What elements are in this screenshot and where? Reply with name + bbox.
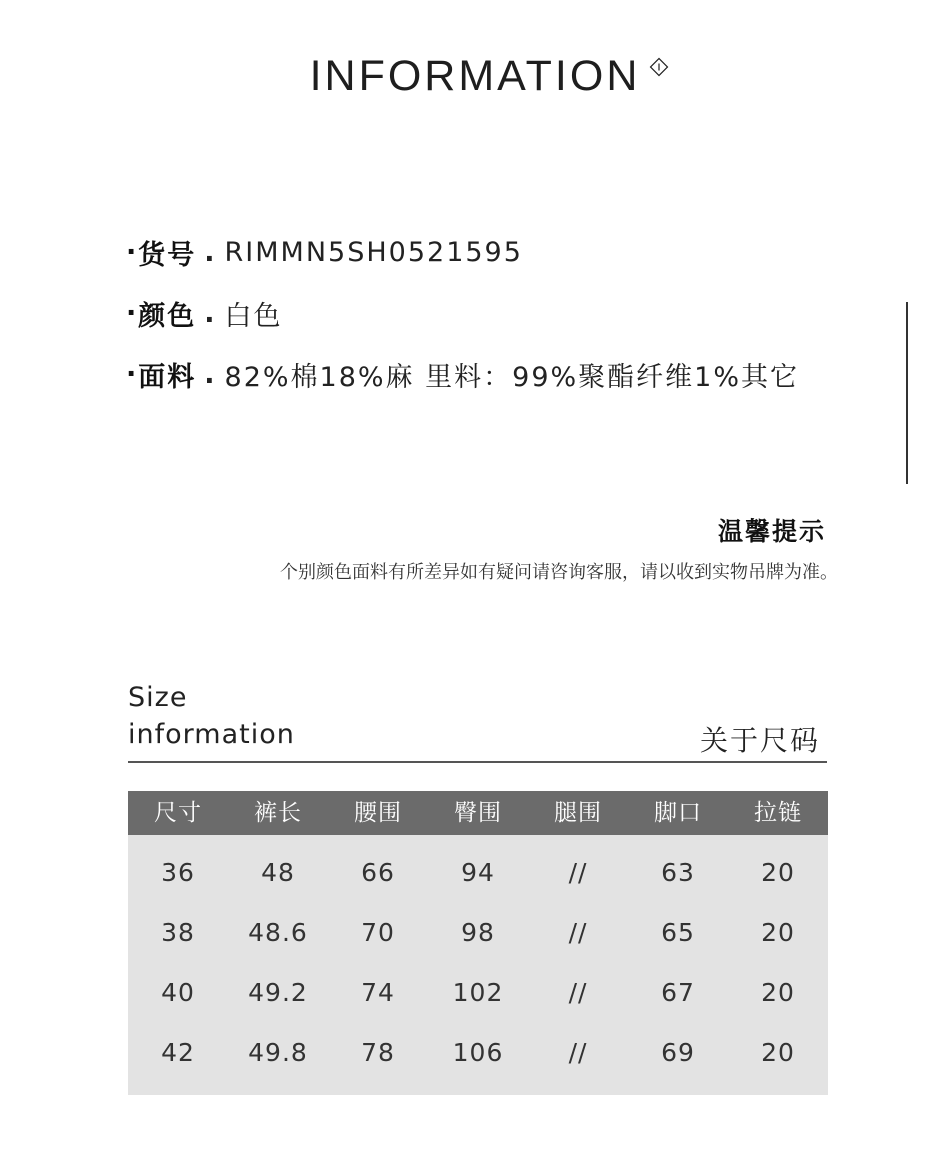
table-cell: 48 <box>261 858 295 887</box>
page-title-area <box>0 52 950 101</box>
size-table-body <box>128 835 828 1083</box>
header-cell: 拉链 <box>754 800 802 826</box>
info-bullet: · <box>126 298 139 329</box>
size-table-header <box>128 791 828 835</box>
table-cell: 20 <box>761 858 795 887</box>
info-separator: . <box>204 359 215 390</box>
table-cell: 74 <box>361 978 395 1007</box>
table-cell: 70 <box>361 918 395 947</box>
table-cell: 49.8 <box>248 1038 308 1067</box>
page-title <box>310 52 641 101</box>
table-cell: 42 <box>161 1038 195 1067</box>
info-row-fabric <box>126 344 886 405</box>
table-cell: // <box>568 918 588 947</box>
info-value: 白色 <box>224 301 283 332</box>
diamond-info-icon <box>648 56 670 78</box>
header-cell: 裤长 <box>254 800 302 826</box>
info-label: 颜色 <box>138 301 197 332</box>
table-cell: 63 <box>661 858 695 887</box>
table-cell: // <box>568 858 588 887</box>
info-row-item-number <box>126 222 886 283</box>
table-cell: 20 <box>761 978 795 1007</box>
size-heading-divider <box>128 761 827 763</box>
tip-text: 个别颜色面料有所差异如有疑问请咨询客服，请以收到实物吊牌为准。 <box>280 562 838 583</box>
table-cell: 49.2 <box>248 978 308 1007</box>
size-table <box>128 791 828 1095</box>
page-title-text: INFORMATION <box>309 52 641 100</box>
table-cell: 102 <box>452 978 504 1007</box>
table-cell: 20 <box>761 1038 795 1067</box>
table-cell: // <box>568 1038 588 1067</box>
table-cell: 98 <box>461 918 495 947</box>
table-cell: 65 <box>661 918 695 947</box>
table-cell: 66 <box>361 858 395 887</box>
table-row <box>128 843 828 903</box>
size-heading-line1: Size <box>128 682 188 713</box>
table-cell: // <box>568 978 588 1007</box>
table-cell: 20 <box>761 918 795 947</box>
table-cell: 36 <box>161 858 195 887</box>
table-cell: 78 <box>361 1038 395 1067</box>
size-heading-cn: 关于尺码 <box>699 724 820 757</box>
table-row <box>128 963 828 1023</box>
table-cell: 67 <box>661 978 695 1007</box>
table-cell: 48.6 <box>248 918 308 947</box>
info-label: 货号 <box>138 240 197 271</box>
table-row <box>128 1023 828 1083</box>
table-cell: 40 <box>161 978 195 1007</box>
size-heading-line2: information <box>128 719 295 750</box>
info-row-color <box>126 283 886 344</box>
header-cell: 腰围 <box>354 800 402 826</box>
info-value: 82%棉18%麻 里料：99%聚酯纤维1%其它 <box>224 362 799 393</box>
table-cell: 106 <box>452 1038 504 1067</box>
table-cell: 38 <box>161 918 195 947</box>
info-value: RIMMN5SH0521595 <box>224 237 523 268</box>
info-label: 面料 <box>138 362 197 393</box>
header-cell: 尺寸 <box>154 800 202 826</box>
side-divider <box>906 302 908 484</box>
header-cell: 腿围 <box>554 800 602 826</box>
info-bullet: · <box>126 237 139 268</box>
table-cell: 69 <box>661 1038 695 1067</box>
table-cell: 94 <box>461 858 495 887</box>
info-bullet: · <box>126 359 139 390</box>
header-cell: 臀围 <box>454 800 502 826</box>
header-cell: 脚口 <box>654 800 702 826</box>
info-separator: . <box>204 298 215 329</box>
info-separator: . <box>204 237 215 268</box>
product-info-list <box>126 222 886 405</box>
table-row <box>128 903 828 963</box>
tip-title: 温馨提示 <box>717 517 826 546</box>
